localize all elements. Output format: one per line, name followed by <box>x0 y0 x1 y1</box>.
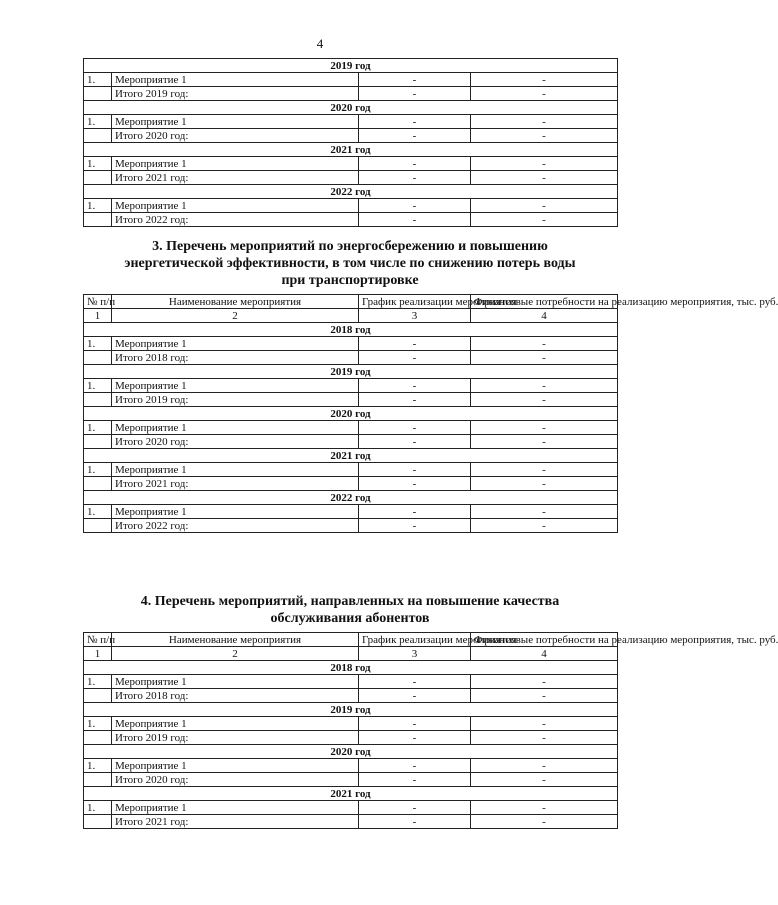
activity-finance: - <box>471 505 618 519</box>
total-label: Итого 2018 год: <box>112 351 359 365</box>
activity-name: Мероприятие 1 <box>112 337 359 351</box>
col-number: 2 <box>112 647 359 661</box>
col-number: 1 <box>84 647 112 661</box>
row-number: 1. <box>84 801 112 815</box>
empty-cell <box>84 815 112 829</box>
total-row <box>84 731 618 745</box>
row-number: 1. <box>84 115 112 129</box>
year-heading: 2020 год <box>84 407 618 421</box>
section4-table-body <box>84 633 778 829</box>
row-number: 1. <box>84 157 112 171</box>
activity-name: Мероприятие 1 <box>112 717 359 731</box>
total-label: Итого 2020 год: <box>112 129 359 143</box>
col-number: 4 <box>471 647 618 661</box>
activity-row <box>84 337 618 351</box>
row-number: 1. <box>84 199 112 213</box>
total-schedule: - <box>359 129 471 143</box>
activity-name: Мероприятие 1 <box>112 73 359 87</box>
total-finance: - <box>471 477 618 491</box>
year-row <box>84 365 618 379</box>
total-schedule: - <box>359 519 471 533</box>
total-finance: - <box>471 773 618 787</box>
row-number: 1. <box>84 73 112 87</box>
activity-schedule: - <box>359 337 471 351</box>
activity-name: Мероприятие 1 <box>112 115 359 129</box>
page-number: 4 <box>316 36 324 51</box>
total-finance: - <box>471 87 618 101</box>
row-number: 1. <box>84 759 112 773</box>
total-schedule: - <box>359 689 471 703</box>
activity-schedule: - <box>359 73 471 87</box>
year-row <box>84 745 618 759</box>
activity-schedule: - <box>359 157 471 171</box>
total-label: Итого 2020 год: <box>112 435 359 449</box>
year-row <box>84 491 618 505</box>
activity-schedule: - <box>359 505 471 519</box>
activity-finance: - <box>471 199 618 213</box>
section4-header-row <box>84 633 618 647</box>
year-heading: 2019 год <box>84 365 618 379</box>
activity-finance: - <box>471 115 618 129</box>
total-row <box>84 393 618 407</box>
activity-name: Мероприятие 1 <box>112 421 359 435</box>
total-row <box>84 129 618 143</box>
header-finance: Финансовые потребности на реализацию мероприятия, тыс. руб. <box>471 295 618 309</box>
total-row <box>84 213 618 227</box>
total-row <box>84 351 618 365</box>
activity-finance: - <box>471 759 618 773</box>
total-schedule: - <box>359 393 471 407</box>
total-finance: - <box>471 351 618 365</box>
empty-cell <box>84 731 112 745</box>
activity-schedule: - <box>359 717 471 731</box>
row-number: 1. <box>84 463 112 477</box>
year-row <box>84 59 618 73</box>
year-heading: 2019 год <box>84 59 618 73</box>
year-heading: 2022 год <box>84 185 618 199</box>
activity-finance: - <box>471 675 618 689</box>
activity-finance: - <box>471 337 618 351</box>
activity-row <box>84 421 618 435</box>
year-heading: 2020 год <box>84 745 618 759</box>
total-row <box>84 773 618 787</box>
header-num: № п/п <box>84 295 112 309</box>
activity-row <box>84 115 618 129</box>
top-table <box>83 58 618 227</box>
total-finance: - <box>471 393 618 407</box>
empty-cell <box>84 773 112 787</box>
total-schedule: - <box>359 435 471 449</box>
year-row <box>84 323 618 337</box>
year-heading: 2020 год <box>84 101 618 115</box>
row-number: 1. <box>84 717 112 731</box>
activity-row <box>84 675 618 689</box>
empty-cell <box>84 689 112 703</box>
total-schedule: - <box>359 773 471 787</box>
header-num: № п/п <box>84 633 112 647</box>
section4-title-line2: обслуживания абонентов <box>270 611 430 626</box>
section3-title-line2: энергетической эффективности, в том числе по снижению потерь воды <box>124 256 576 271</box>
activity-finance: - <box>471 379 618 393</box>
total-label: Итого 2021 год: <box>112 477 359 491</box>
total-schedule: - <box>359 171 471 185</box>
year-heading: 2021 год <box>84 143 618 157</box>
year-heading: 2019 год <box>84 703 618 717</box>
empty-cell <box>84 393 112 407</box>
total-row <box>84 519 618 533</box>
row-number: 1. <box>84 379 112 393</box>
total-label: Итого 2019 год: <box>112 393 359 407</box>
total-row <box>84 689 618 703</box>
total-schedule: - <box>359 477 471 491</box>
col-number: 3 <box>359 309 471 323</box>
activity-name: Мероприятие 1 <box>112 199 359 213</box>
empty-cell <box>84 519 112 533</box>
empty-cell <box>84 213 112 227</box>
empty-cell <box>84 171 112 185</box>
row-number: 1. <box>84 505 112 519</box>
activity-row <box>84 717 618 731</box>
activity-finance: - <box>471 157 618 171</box>
section4-title-line1: 4. Перечень мероприятий, направленных на повышение качества <box>140 594 560 609</box>
activity-name: Мероприятие 1 <box>112 801 359 815</box>
activity-row <box>84 505 618 519</box>
activity-schedule: - <box>359 115 471 129</box>
section4-column-numbers <box>84 647 618 661</box>
activity-schedule: - <box>359 379 471 393</box>
header-finance: Финансовые потребности на реализацию мероприятия, тыс. руб. <box>471 633 618 647</box>
total-row <box>84 171 618 185</box>
activity-name: Мероприятие 1 <box>112 675 359 689</box>
activity-schedule: - <box>359 421 471 435</box>
year-heading: 2021 год <box>84 787 618 801</box>
year-row <box>84 407 618 421</box>
year-row <box>84 143 618 157</box>
total-schedule: - <box>359 731 471 745</box>
activity-name: Мероприятие 1 <box>112 463 359 477</box>
total-row <box>84 87 618 101</box>
year-heading: 2018 год <box>84 661 618 675</box>
activity-finance: - <box>471 801 618 815</box>
top-table-body <box>84 59 618 227</box>
total-label: Итого 2020 год: <box>112 773 359 787</box>
activity-row <box>84 199 618 213</box>
total-finance: - <box>471 815 618 829</box>
total-finance: - <box>471 213 618 227</box>
total-label: Итого 2022 год: <box>112 519 359 533</box>
total-finance: - <box>471 519 618 533</box>
header-name: Наименование мероприятия <box>112 633 359 647</box>
section3-column-numbers <box>84 309 618 323</box>
header-name: Наименование мероприятия <box>112 295 359 309</box>
total-label: Итого 2022 год: <box>112 213 359 227</box>
activity-schedule: - <box>359 759 471 773</box>
year-heading: 2022 год <box>84 491 618 505</box>
activity-schedule: - <box>359 199 471 213</box>
total-label: Итого 2019 год: <box>112 87 359 101</box>
year-heading: 2021 год <box>84 449 618 463</box>
total-finance: - <box>471 435 618 449</box>
total-row <box>84 477 618 491</box>
activity-schedule: - <box>359 801 471 815</box>
total-schedule: - <box>359 87 471 101</box>
col-number: 3 <box>359 647 471 661</box>
activity-schedule: - <box>359 463 471 477</box>
activity-row <box>84 759 618 773</box>
empty-cell <box>84 87 112 101</box>
header-schedule: График реализации мероприятия <box>359 633 471 647</box>
empty-cell <box>84 129 112 143</box>
activity-row <box>84 73 618 87</box>
total-row <box>84 435 618 449</box>
section4-table <box>83 632 778 829</box>
total-schedule: - <box>359 815 471 829</box>
activity-finance: - <box>471 73 618 87</box>
section4-title <box>83 593 617 627</box>
section3-title-line1: 3. Перечень мероприятий по энергосбережению и повышению <box>152 239 548 254</box>
section3-table <box>83 294 778 533</box>
section3-title-line3: при транспортировке <box>281 273 419 288</box>
total-row <box>84 815 618 829</box>
empty-cell <box>84 477 112 491</box>
activity-schedule: - <box>359 675 471 689</box>
section3-header-row <box>84 295 618 309</box>
year-row <box>84 787 618 801</box>
activity-row <box>84 157 618 171</box>
total-label: Итого 2019 год: <box>112 731 359 745</box>
year-row <box>84 101 618 115</box>
section3-title <box>83 238 617 289</box>
total-schedule: - <box>359 213 471 227</box>
total-finance: - <box>471 731 618 745</box>
year-row <box>84 661 618 675</box>
total-label: Итого 2021 год: <box>112 815 359 829</box>
row-number: 1. <box>84 675 112 689</box>
row-number: 1. <box>84 421 112 435</box>
row-number: 1. <box>84 337 112 351</box>
col-number: 4 <box>471 309 618 323</box>
year-row <box>84 449 618 463</box>
total-label: Итого 2018 год: <box>112 689 359 703</box>
activity-finance: - <box>471 463 618 477</box>
year-heading: 2018 год <box>84 323 618 337</box>
col-number: 1 <box>84 309 112 323</box>
year-row <box>84 703 618 717</box>
activity-row <box>84 379 618 393</box>
activity-name: Мероприятие 1 <box>112 505 359 519</box>
activity-finance: - <box>471 717 618 731</box>
total-finance: - <box>471 129 618 143</box>
activity-row <box>84 463 618 477</box>
empty-cell <box>84 351 112 365</box>
total-finance: - <box>471 171 618 185</box>
activity-name: Мероприятие 1 <box>112 379 359 393</box>
activity-row <box>84 801 618 815</box>
year-row <box>84 185 618 199</box>
empty-cell <box>84 435 112 449</box>
activity-name: Мероприятие 1 <box>112 759 359 773</box>
activity-name: Мероприятие 1 <box>112 157 359 171</box>
total-finance: - <box>471 689 618 703</box>
header-schedule: График реализации мероприятия <box>359 295 471 309</box>
activity-finance: - <box>471 421 618 435</box>
total-schedule: - <box>359 351 471 365</box>
total-label: Итого 2021 год: <box>112 171 359 185</box>
col-number: 2 <box>112 309 359 323</box>
section3-table-body <box>84 295 778 533</box>
